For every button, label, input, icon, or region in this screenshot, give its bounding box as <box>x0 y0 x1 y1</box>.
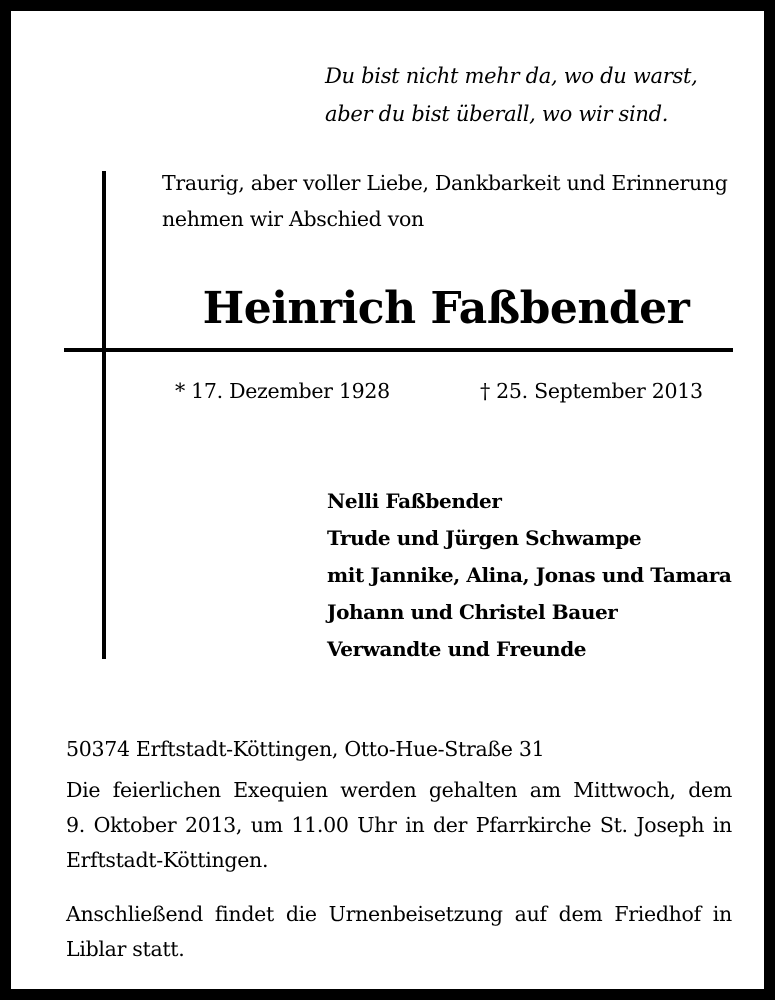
intro-line: Traurig, aber voller Liebe, Dankbarkeit und Erinnerung <box>162 171 728 195</box>
word: Exequien <box>233 778 328 802</box>
motto-line: Du bist nicht mehr da, wo du warst, <box>325 64 698 88</box>
urnenbeisetzung-paragraph <box>66 897 732 967</box>
word: Die <box>66 778 101 802</box>
word: 2013, <box>184 813 243 837</box>
cross-vertical-bar <box>102 171 106 659</box>
mourner-line: Johann und Christel Bauer <box>327 600 618 624</box>
mourner-line: Verwandte und Freunde <box>327 637 587 661</box>
motto-quote <box>325 57 745 133</box>
birth-date: * 17. Dezember 1928 <box>175 379 390 403</box>
word: in <box>405 813 425 837</box>
word: findet <box>214 902 274 926</box>
word: gehalten <box>428 778 518 802</box>
word: die <box>285 902 317 926</box>
word: um <box>250 813 283 837</box>
intro-text <box>162 165 752 237</box>
word: Uhr <box>357 813 397 837</box>
word: dem <box>558 902 603 926</box>
word: Pfarrkirche <box>475 813 592 837</box>
word: St. <box>599 813 628 837</box>
exequien-line-3: Erftstadt-Köttingen. <box>66 848 269 872</box>
word: dem <box>688 778 732 802</box>
word: Oktober <box>93 813 177 837</box>
mourner-line: Trude und Jürgen Schwampe <box>327 526 642 550</box>
family-address: 50374 Erftstadt-Köttingen, Otto-Hue-Straße 31 <box>66 737 545 761</box>
word: Friedhof <box>614 902 701 926</box>
exequien-line-1 <box>66 773 732 808</box>
mourner-line: Nelli Faßbender <box>327 489 502 513</box>
urnenbeisetzung-line-1 <box>66 897 732 932</box>
word: der <box>432 813 468 837</box>
exequien-paragraph <box>66 773 732 878</box>
exequien-line-2 <box>66 808 732 843</box>
word: feierlichen <box>112 778 221 802</box>
word: Joseph <box>636 813 705 837</box>
word: auf <box>514 902 547 926</box>
mourners-list <box>327 483 757 668</box>
word: 9. <box>66 813 85 837</box>
word: am <box>529 778 561 802</box>
death-date: † 25. September 2013 <box>480 379 703 403</box>
word: in <box>712 902 732 926</box>
word: Anschließend <box>66 902 204 926</box>
word: werden <box>340 778 417 802</box>
urnenbeisetzung-line-2: Liblar statt. <box>66 937 185 961</box>
intro-line: nehmen wir Abschied von <box>162 207 424 231</box>
word: in <box>712 813 732 837</box>
word: Urnenbeisetzung <box>328 902 503 926</box>
word: Mittwoch, <box>573 778 676 802</box>
cross-horizontal-bar <box>64 348 733 352</box>
mourner-line: mit Jannike, Alina, Jonas und Tamara <box>327 563 732 587</box>
word: 11.00 <box>291 813 349 837</box>
deceased-name: Heinrich Faßbender <box>202 283 690 334</box>
motto-line: aber du bist überall, wo wir sind. <box>325 102 669 126</box>
